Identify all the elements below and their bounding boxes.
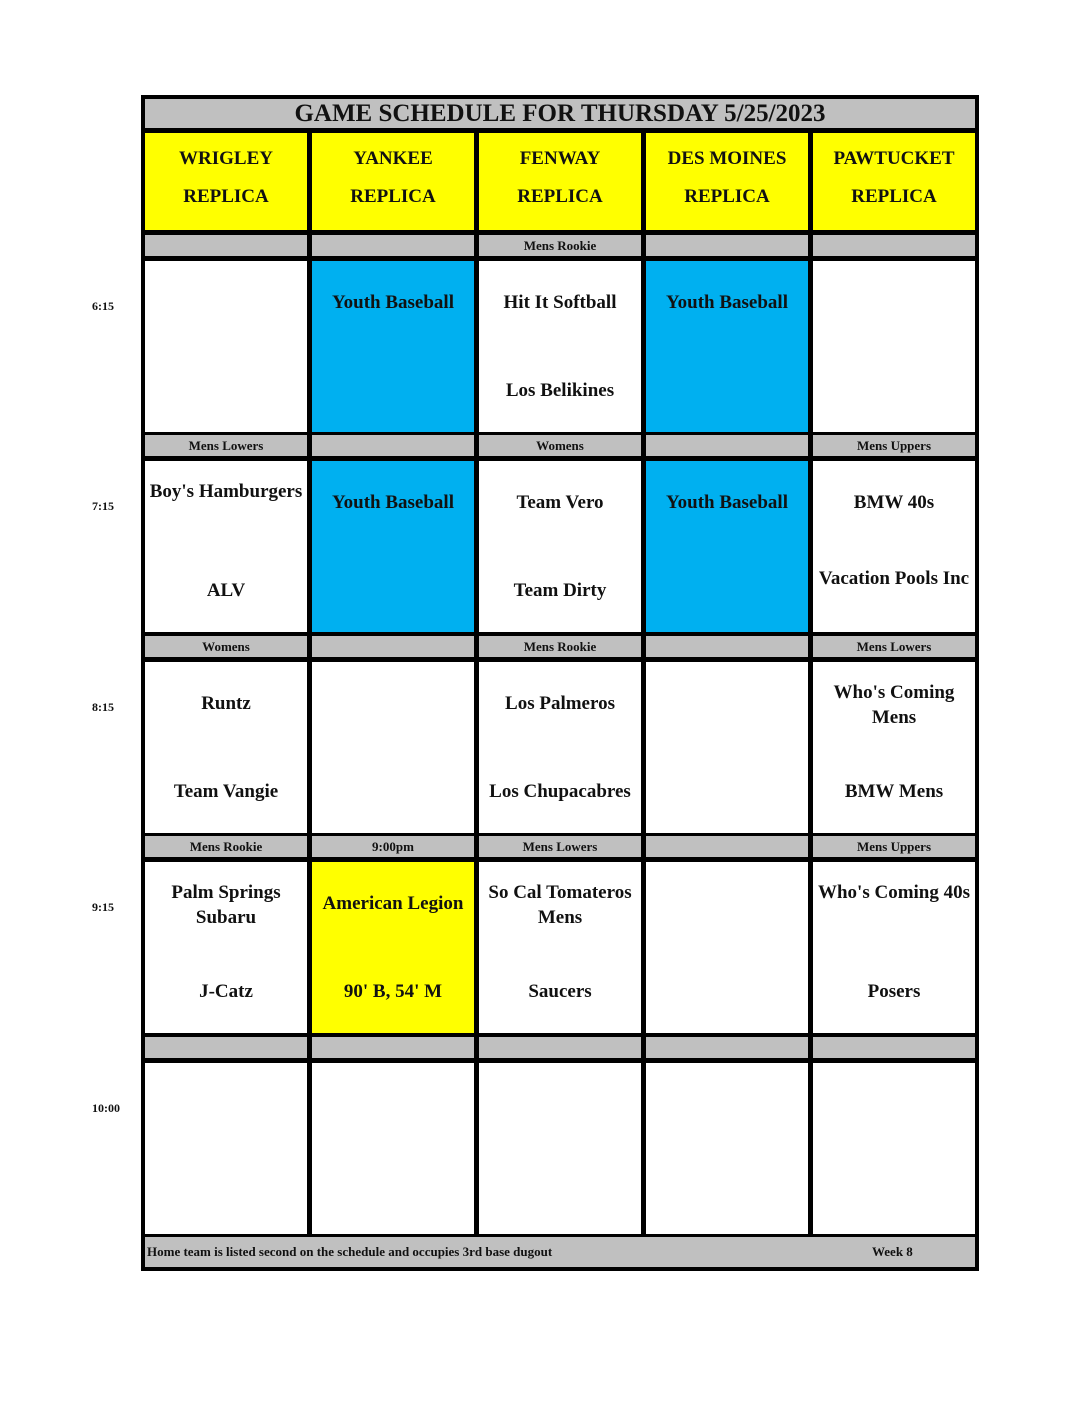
division-label (479, 1037, 641, 1058)
field-name: FENWAY (519, 148, 601, 169)
field-name: YANKEE (353, 148, 433, 169)
team-one: Boy's Hamburgers (149, 481, 303, 502)
field-subtitle: REPLICA (851, 186, 937, 207)
game-cell (646, 662, 808, 833)
game-cell (145, 662, 307, 833)
division-label: Mens Lowers (813, 636, 975, 657)
field-subtitle: REPLICA (350, 186, 436, 207)
team-two: 90' B, 54' M (343, 981, 443, 1002)
team-one: Youth Baseball (332, 492, 454, 513)
game-cell (145, 461, 307, 632)
division-label: 9:00pm (312, 836, 474, 857)
game-cell (312, 1063, 474, 1234)
division-label: Womens (479, 435, 641, 456)
game-cell (312, 461, 474, 632)
division-label (312, 435, 474, 456)
field-name: WRIGLEY (179, 148, 273, 169)
schedule-table (141, 95, 979, 1271)
division-label: Mens Uppers (813, 435, 975, 456)
schedule-title: GAME SCHEDULE FOR THURSDAY 5/25/2023 (145, 99, 975, 128)
field-header (479, 133, 641, 230)
field-name: DES MOINES (667, 148, 787, 169)
team-one: Youth Baseball (666, 492, 788, 513)
time-label: 6:15 (92, 299, 114, 313)
team-one: Los Palmeros (505, 693, 615, 714)
game-cell (813, 461, 975, 632)
division-label: Mens Rookie (145, 836, 307, 857)
game-cell (646, 261, 808, 432)
team-one: Palm Springs Subaru (171, 882, 281, 928)
game-cell (479, 1063, 641, 1234)
field-subtitle: REPLICA (517, 186, 603, 207)
game-cell (813, 662, 975, 833)
division-label (646, 1037, 808, 1058)
team-two: J-Catz (199, 981, 253, 1002)
division-label (312, 636, 474, 657)
field-header (145, 133, 307, 230)
team-two: ALV (206, 580, 246, 601)
game-cell (646, 461, 808, 632)
game-cell (646, 862, 808, 1033)
field-header (312, 133, 474, 230)
field-subtitle: REPLICA (183, 186, 269, 207)
team-two: BMW Mens (844, 781, 944, 802)
game-cell (479, 662, 641, 833)
game-cell (312, 862, 474, 1033)
field-header (813, 133, 975, 230)
time-label: 8:15 (92, 700, 114, 714)
time-label: 7:15 (92, 499, 114, 513)
game-cell (145, 261, 307, 432)
game-cell (479, 461, 641, 632)
game-cell (312, 261, 474, 432)
field-name: PAWTUCKET (833, 148, 955, 169)
team-one: Who's Coming 40s (817, 882, 971, 903)
team-one: Hit It Softball (503, 292, 617, 313)
field-subtitle: REPLICA (684, 186, 770, 207)
team-one: So Cal Tomateros Mens (488, 882, 632, 928)
game-cell (312, 662, 474, 833)
time-label: 9:15 (92, 900, 114, 914)
game-cell (813, 1063, 975, 1234)
field-header (646, 133, 808, 230)
game-cell (813, 261, 975, 432)
team-two: Posers (867, 981, 921, 1002)
footer-note: Home team is listed second on the schedule and occupies 3rd base dugout (147, 1244, 553, 1259)
division-label (813, 235, 975, 256)
game-cell (479, 862, 641, 1033)
division-label (646, 636, 808, 657)
team-two: Los Belikines (505, 380, 615, 401)
team-one: Who's Coming Mens (833, 682, 955, 728)
division-label (312, 1037, 474, 1058)
team-two: Los Chupacabres (489, 781, 631, 802)
week-label: Week 8 (872, 1244, 913, 1259)
division-label: Mens Rookie (479, 235, 641, 256)
team-two: Team Vangie (173, 781, 279, 802)
game-cell (813, 862, 975, 1033)
division-label (646, 235, 808, 256)
division-label (145, 1037, 307, 1058)
game-cell (145, 1063, 307, 1234)
team-two: Vacation Pools Inc (818, 568, 970, 589)
team-one: Runtz (201, 693, 251, 714)
game-cell (479, 261, 641, 432)
team-two: Team Dirty (513, 580, 607, 601)
division-label (646, 435, 808, 456)
division-label (813, 1037, 975, 1058)
division-label (145, 235, 307, 256)
division-label: Mens Lowers (479, 836, 641, 857)
team-two: Saucers (528, 981, 592, 1002)
division-label: Mens Uppers (813, 836, 975, 857)
game-cell (145, 862, 307, 1033)
division-label (312, 235, 474, 256)
footer-bar (145, 1237, 975, 1267)
division-label: Womens (145, 636, 307, 657)
division-label (646, 836, 808, 857)
team-one: BMW 40s (853, 492, 935, 513)
time-label: 10:00 (92, 1101, 120, 1115)
team-one: American Legion (322, 893, 464, 914)
division-label: Mens Lowers (145, 435, 307, 456)
team-one: Team Vero (516, 492, 604, 513)
team-one: Youth Baseball (666, 292, 788, 313)
game-cell (646, 1063, 808, 1234)
team-one: Youth Baseball (332, 292, 454, 313)
division-label: Mens Rookie (479, 636, 641, 657)
